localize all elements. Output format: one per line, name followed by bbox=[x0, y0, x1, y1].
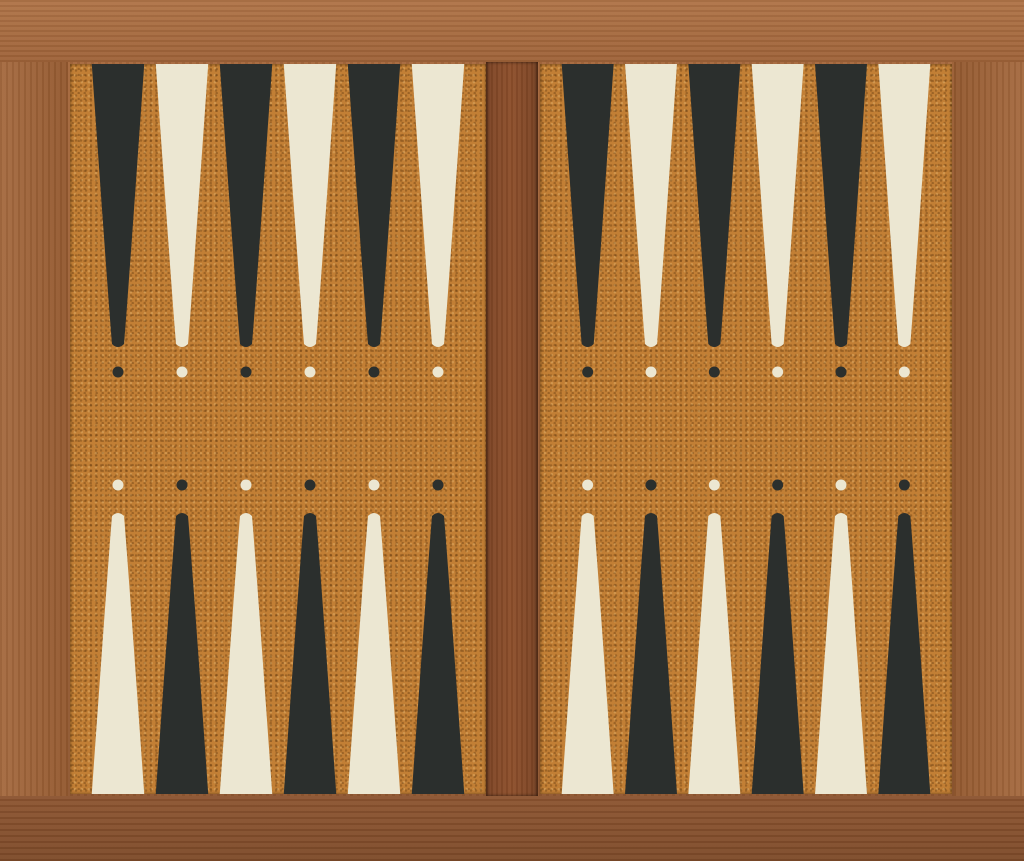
marker-dot-top-right-6 bbox=[899, 367, 910, 378]
marker-dot-bottom-right-3 bbox=[709, 480, 720, 491]
point-top-left-1[interactable] bbox=[92, 64, 144, 347]
frame-bottom bbox=[0, 796, 1024, 861]
marker-dot-top-left-5 bbox=[369, 367, 380, 378]
right-points-layer bbox=[540, 64, 952, 794]
marker-dot-top-left-3 bbox=[241, 367, 252, 378]
point-bottom-left-6[interactable] bbox=[412, 513, 464, 794]
marker-dot-bottom-right-1 bbox=[582, 480, 593, 491]
point-top-left-5[interactable] bbox=[348, 64, 400, 347]
marker-dot-top-right-1 bbox=[582, 367, 593, 378]
point-top-right-3[interactable] bbox=[688, 64, 740, 347]
point-top-right-5[interactable] bbox=[815, 64, 867, 347]
marker-dot-top-left-2 bbox=[177, 367, 188, 378]
point-top-left-6[interactable] bbox=[412, 64, 464, 347]
point-bottom-left-3[interactable] bbox=[220, 513, 272, 794]
marker-dot-bottom-right-6 bbox=[899, 480, 910, 491]
point-top-left-4[interactable] bbox=[284, 64, 336, 347]
point-bottom-right-3[interactable] bbox=[688, 513, 740, 794]
marker-dot-bottom-left-5 bbox=[369, 480, 380, 491]
point-top-right-2[interactable] bbox=[625, 64, 677, 347]
point-bottom-right-1[interactable] bbox=[562, 513, 614, 794]
point-bottom-left-4[interactable] bbox=[284, 513, 336, 794]
marker-dot-bottom-right-5 bbox=[836, 480, 847, 491]
marker-dot-bottom-right-4 bbox=[772, 480, 783, 491]
right-board-half bbox=[540, 64, 952, 794]
marker-dot-top-right-5 bbox=[836, 367, 847, 378]
frame-right bbox=[954, 62, 1024, 796]
marker-dot-bottom-left-1 bbox=[113, 480, 124, 491]
left-points-layer bbox=[70, 64, 486, 794]
point-bottom-right-6[interactable] bbox=[878, 513, 930, 794]
point-bottom-right-2[interactable] bbox=[625, 513, 677, 794]
marker-dot-top-right-3 bbox=[709, 367, 720, 378]
point-top-right-1[interactable] bbox=[562, 64, 614, 347]
center-bar[interactable] bbox=[486, 62, 538, 796]
point-top-right-6[interactable] bbox=[878, 64, 930, 347]
point-bottom-left-5[interactable] bbox=[348, 513, 400, 794]
point-top-right-4[interactable] bbox=[752, 64, 804, 347]
marker-dot-bottom-left-3 bbox=[241, 480, 252, 491]
frame-left bbox=[0, 62, 68, 796]
point-bottom-left-1[interactable] bbox=[92, 513, 144, 794]
marker-dot-bottom-right-2 bbox=[646, 480, 657, 491]
marker-dot-bottom-left-6 bbox=[433, 480, 444, 491]
marker-dot-top-left-6 bbox=[433, 367, 444, 378]
left-board-half bbox=[70, 64, 486, 794]
marker-dot-top-right-2 bbox=[646, 367, 657, 378]
frame-top bbox=[0, 0, 1024, 62]
point-bottom-right-4[interactable] bbox=[752, 513, 804, 794]
marker-dot-bottom-left-2 bbox=[177, 480, 188, 491]
point-bottom-left-2[interactable] bbox=[156, 513, 208, 794]
marker-dot-top-left-4 bbox=[305, 367, 316, 378]
marker-dot-bottom-left-4 bbox=[305, 480, 316, 491]
point-top-left-2[interactable] bbox=[156, 64, 208, 347]
marker-dot-top-right-4 bbox=[772, 367, 783, 378]
point-bottom-right-5[interactable] bbox=[815, 513, 867, 794]
marker-dot-top-left-1 bbox=[113, 367, 124, 378]
point-top-left-3[interactable] bbox=[220, 64, 272, 347]
